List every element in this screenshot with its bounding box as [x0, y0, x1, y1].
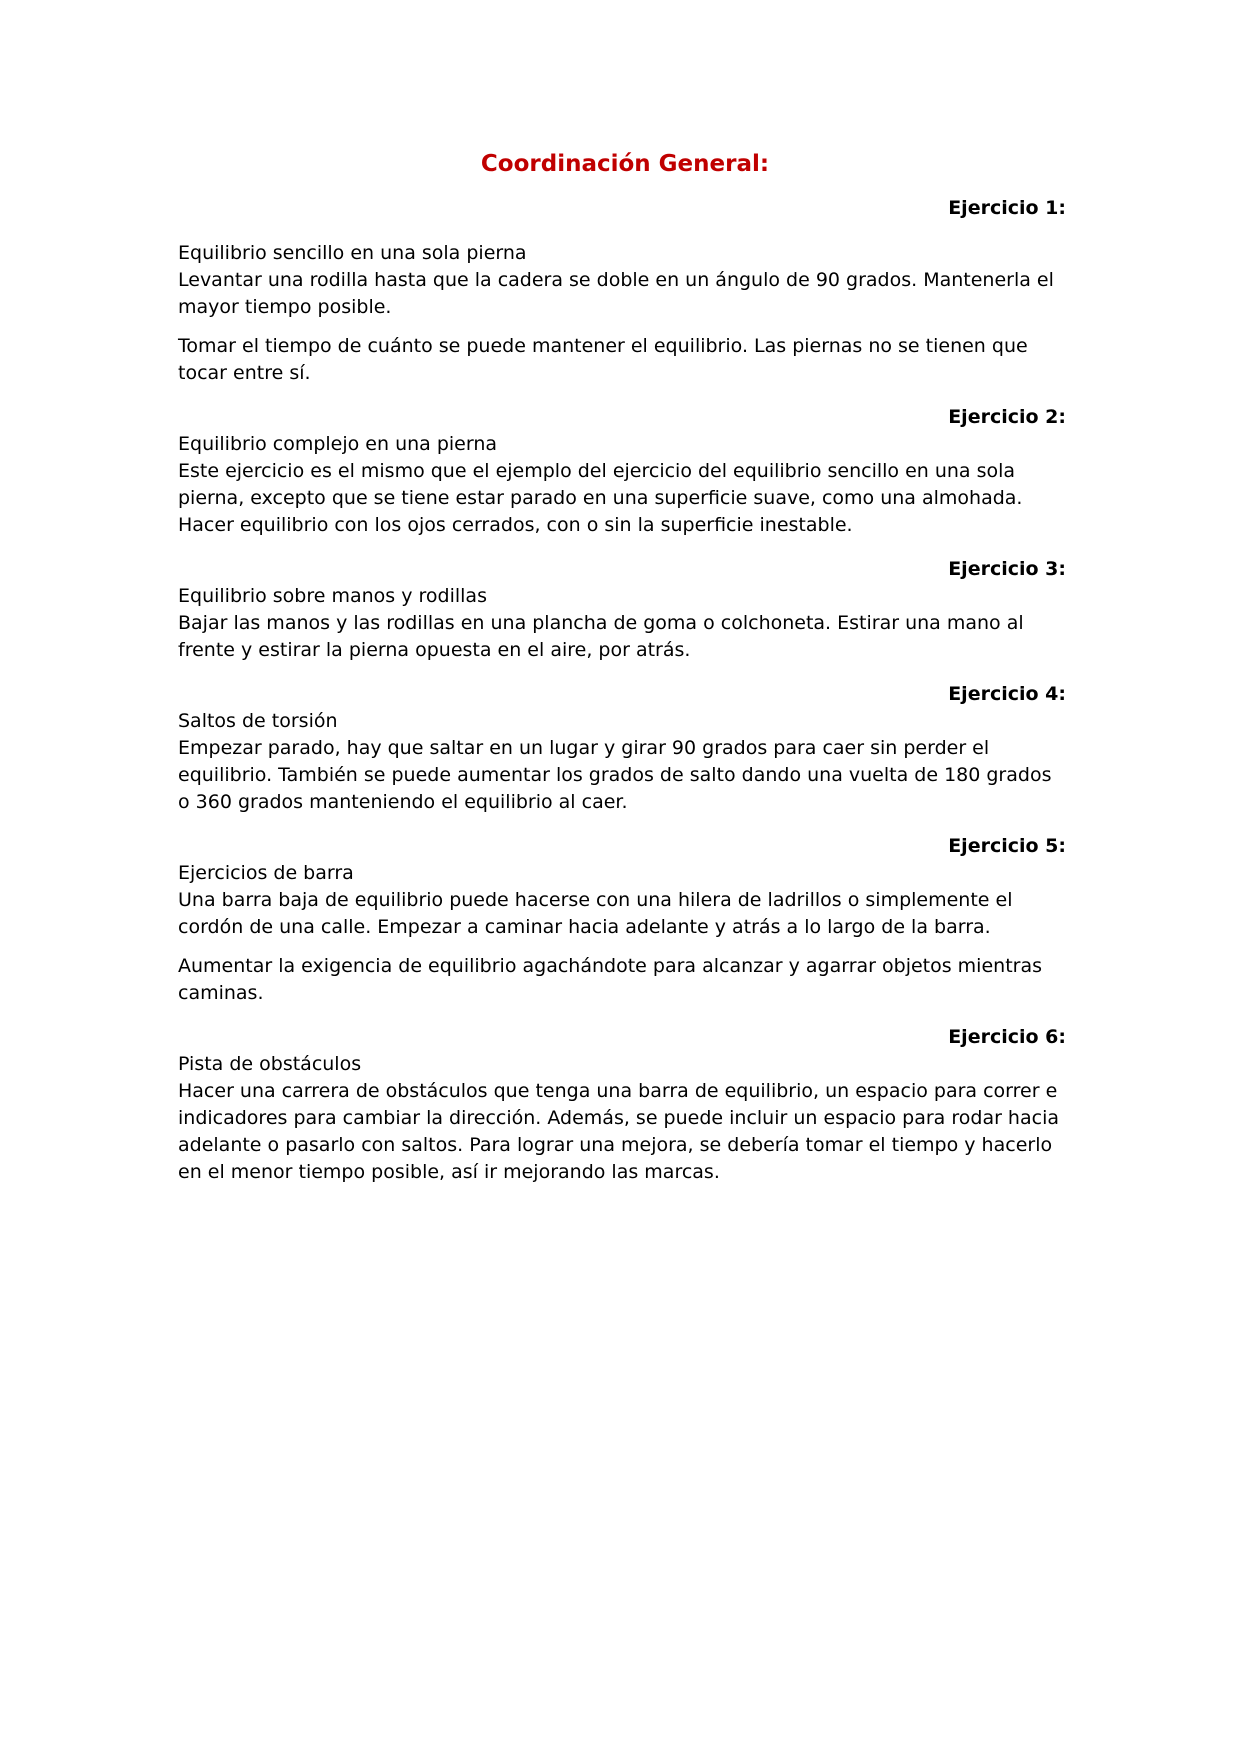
exercise-heading: Ejercicio 2:	[948, 406, 1066, 428]
exercise-heading: Ejercicio 3:	[948, 558, 1066, 580]
exercise-paragraph: Empezar parado, hay que saltar en un lugar y girar 90 grados para caer sin perder el equilibrio. También se puede aumentar los grados de salto dando una vuelta de 180 grados o 360 grados manteniendo el equilibrio al caer.	[178, 737, 1052, 813]
exercise-heading: Ejercicio 5:	[948, 835, 1066, 857]
exercise-paragraph: Aumentar la exigencia de equilibrio agachándote para alcanzar y agarrar objetos mientras caminas.	[178, 955, 1042, 1004]
exercise-paragraph: Hacer una carrera de obstáculos que tenga una barra de equilibrio, un espacio para correr e indicadores para cambiar la dirección. Además, se puede incluir un espacio para rodar hacia adelante o pasarlo con saltos. Para lograr una mejora, se debería tomar el tiempo y hacerlo en el menor tiempo posible, así ir mejorando las marcas.	[178, 1080, 1059, 1183]
exercise-name: Equilibrio complejo en una pierna	[178, 433, 498, 455]
exercise-section-6	[178, 1024, 1066, 1186]
exercise-section-1	[178, 195, 1066, 387]
exercise-heading: Ejercicio 1:	[948, 197, 1066, 219]
document-body	[178, 142, 1066, 1186]
exercise-paragraph: Bajar las manos y las rodillas en una plancha de goma o colchoneta. Estirar una mano al frente y estirar la pierna opuesta en el aire, por atrás.	[178, 612, 1024, 661]
exercise-name: Ejercicios de barra	[178, 862, 354, 884]
exercise-paragraph: Una barra baja de equilibrio puede hacerse con una hilera de ladrillos o simplemente el cordón de una calle. Empezar a caminar hacia adelante y atrás a lo largo de la barra.	[178, 889, 1013, 938]
exercise-heading: Ejercicio 6:	[948, 1026, 1066, 1048]
exercise-paragraph: Este ejercicio es el mismo que el ejemplo del ejercicio del equilibrio sencillo en una sola pierna, excepto que se tiene estar parado en una superficie suave, como una almohada. Hacer equilibrio con los ojos cerrados, con o sin la superficie inestable.	[178, 460, 1023, 536]
exercise-section-4	[178, 681, 1066, 816]
exercise-name: Pista de obstáculos	[178, 1053, 362, 1075]
exercise-section-3	[178, 556, 1066, 664]
document-title: Coordinación General:	[480, 151, 770, 177]
exercise-paragraph: Tomar el tiempo de cuánto se puede mantener el equilibrio. Las piernas no se tienen que tocar entre sí.	[178, 335, 1028, 384]
exercise-heading: Ejercicio 4:	[948, 683, 1066, 705]
exercise-section-2	[178, 404, 1066, 539]
exercise-name: Equilibrio sobre manos y rodillas	[178, 585, 487, 607]
exercise-section-5	[178, 833, 1066, 1007]
exercise-paragraph: Levantar una rodilla hasta que la cadera se doble en un ángulo de 90 grados. Mantenerla el mayor tiempo posible.	[178, 269, 1054, 318]
exercise-name: Equilibrio sencillo en una sola pierna	[178, 242, 527, 264]
exercise-name: Saltos de torsión	[178, 710, 338, 732]
